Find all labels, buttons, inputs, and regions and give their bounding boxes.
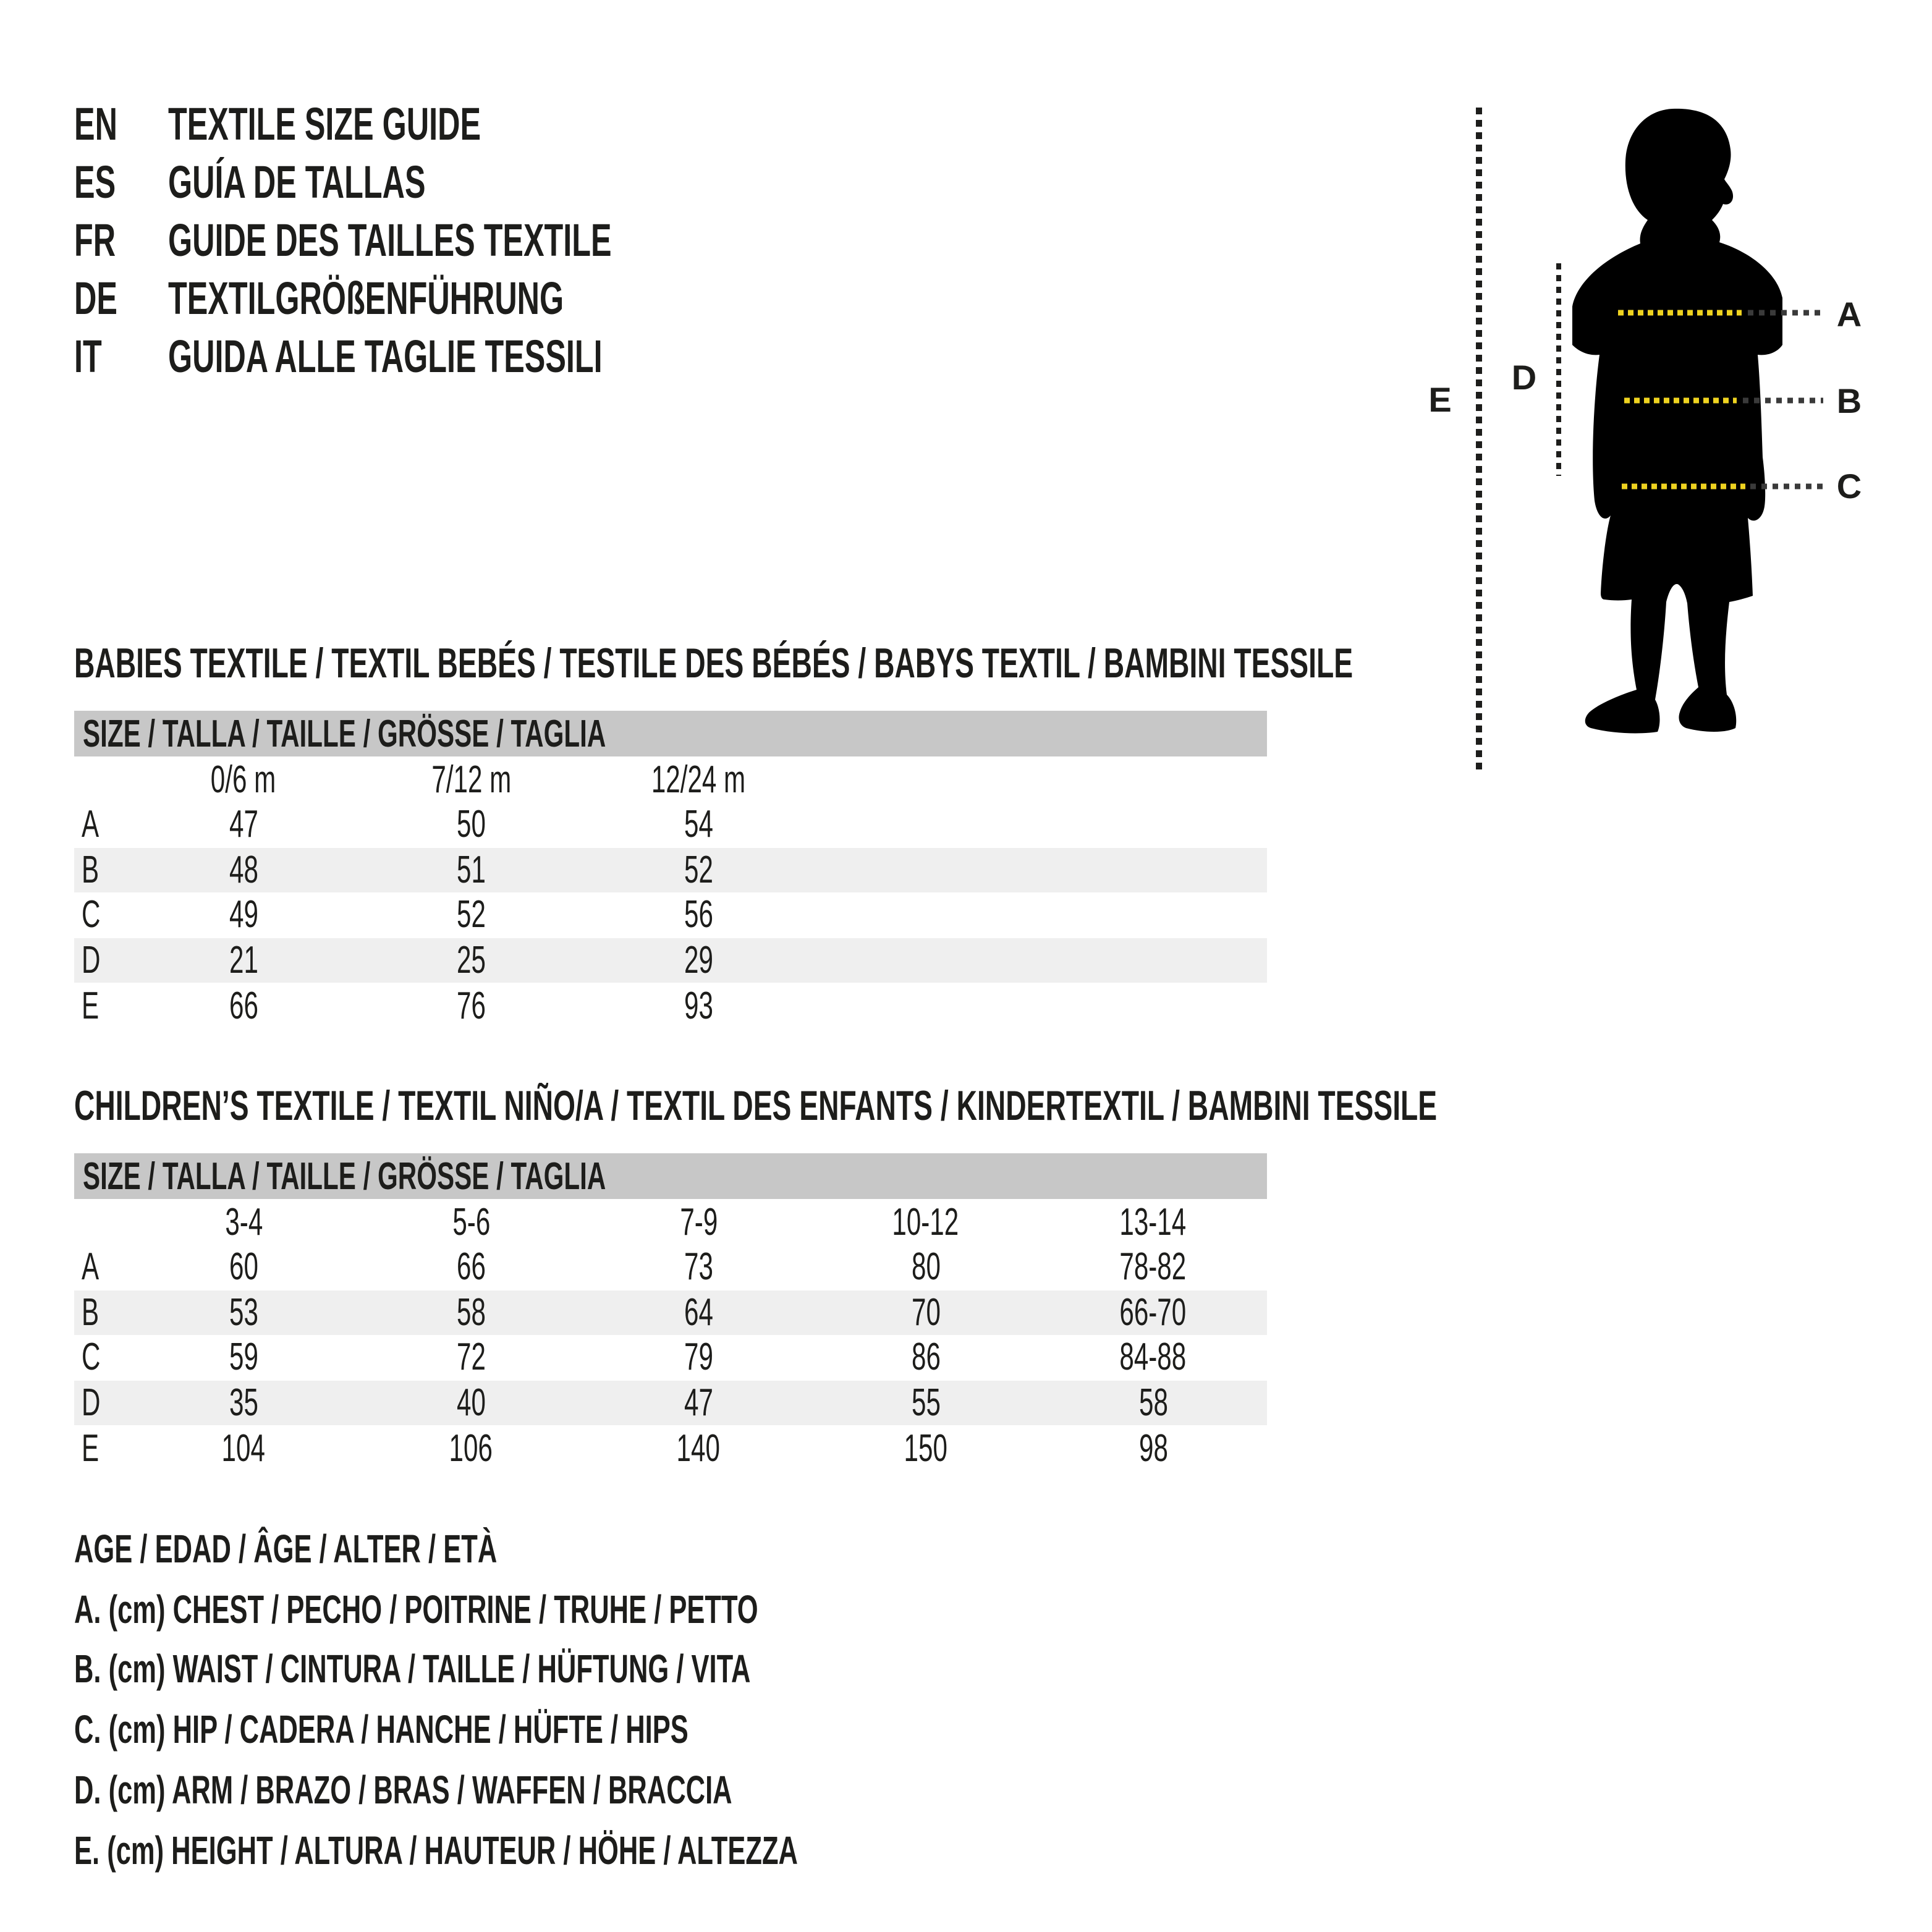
- language-code: FR: [74, 214, 116, 265]
- size-value-cell: 21: [229, 938, 258, 982]
- size-value-cell: [812, 847, 1040, 892]
- size-value-cell: 70: [911, 1290, 941, 1334]
- size-value-cell: 58: [456, 1290, 486, 1334]
- size-value-cell: 40: [456, 1381, 486, 1425]
- size-value-cell: [1040, 983, 1267, 1028]
- measure-letter-cell: E: [82, 1426, 100, 1470]
- babies-section-title: BABIES TEXTILE / TEXTIL BEBÉS / TESTILE DES BÉBÉS / BABYS TEXTIL / BAMBINI TESSILE: [74, 640, 1354, 687]
- size-value-cell: 35: [229, 1381, 258, 1425]
- label-e: E: [1428, 380, 1452, 419]
- size-value-cell: 66: [229, 983, 258, 1027]
- column-header-cell: [1040, 756, 1267, 802]
- size-value-cell: 50: [456, 802, 486, 846]
- language-title: TEXTILGRÖßENFÜHRUNG: [168, 273, 564, 323]
- language-title: TEXTILE SIZE GUIDE: [168, 98, 481, 149]
- size-value-cell: 80: [911, 1245, 941, 1289]
- language-code: DE: [74, 273, 117, 323]
- language-row: [74, 328, 820, 386]
- size-value-cell: 29: [684, 938, 713, 982]
- size-value-cell: 66: [456, 1245, 486, 1289]
- label-b: B: [1836, 381, 1862, 420]
- legend-line: A. (cm) CHEST / PECHO / POITRINE / TRUHE / PETTO: [74, 1587, 758, 1632]
- language-code: ES: [74, 156, 116, 207]
- label-a: A: [1836, 295, 1862, 334]
- legend-line: D. (cm) ARM / BRAZO / BRAS / WAFFEN / BRACCIA: [74, 1768, 732, 1813]
- size-value-cell: [1040, 802, 1267, 847]
- size-value-cell: 106: [449, 1426, 493, 1470]
- size-value-cell: 72: [456, 1335, 486, 1379]
- table-row: [74, 1335, 1267, 1380]
- legend-line: AGE / EDAD / ÂGE / ALTER / ETÀ: [74, 1526, 498, 1571]
- column-header-cell: 7-9: [679, 1200, 718, 1243]
- language-title-list: [74, 95, 820, 386]
- measure-letter-cell: D: [82, 938, 101, 982]
- column-header-cell: 10-12: [892, 1200, 959, 1243]
- language-title: GUÍA DE TALLAS: [168, 156, 426, 207]
- table-row: [74, 1245, 1267, 1290]
- size-value-cell: 52: [456, 892, 486, 936]
- size-value-cell: 66-70: [1120, 1290, 1187, 1334]
- column-header-cell: 13-14: [1120, 1200, 1187, 1243]
- size-value-cell: 58: [1138, 1381, 1168, 1425]
- measure-letter-cell: C: [82, 892, 101, 936]
- size-value-cell: [1040, 892, 1267, 938]
- size-value-cell: 48: [229, 847, 258, 891]
- size-value-cell: [812, 938, 1040, 983]
- measure-letter-cell: A: [82, 1245, 100, 1289]
- size-value-cell: 25: [456, 938, 486, 982]
- size-value-cell: 73: [684, 1245, 713, 1289]
- measure-letter-cell: D: [82, 1381, 101, 1425]
- corner-cell: [74, 756, 130, 802]
- size-value-cell: 98: [1138, 1426, 1168, 1470]
- table-row: [74, 1426, 1267, 1471]
- table-row: [74, 1290, 1267, 1335]
- size-value-cell: 59: [229, 1335, 258, 1379]
- size-value-cell: 47: [229, 802, 258, 846]
- measure-letter-cell: B: [82, 847, 100, 891]
- size-value-cell: 54: [684, 802, 713, 846]
- size-value-cell: 76: [456, 983, 486, 1027]
- size-value-cell: 51: [456, 847, 486, 891]
- babies-size-table: [74, 756, 1267, 1028]
- corner-cell: [74, 1199, 130, 1245]
- size-value-cell: 60: [229, 1245, 258, 1289]
- children-column-header-row: [74, 1199, 1267, 1245]
- size-value-cell: 55: [911, 1381, 941, 1425]
- children-size-header-bar: SIZE / TALLA / TAILLE / GRÖSSE / TAGLIA: [74, 1153, 1267, 1199]
- babies-column-header-row: [74, 756, 1267, 802]
- language-row: [74, 211, 820, 269]
- column-header-cell: [812, 756, 1040, 802]
- legend-line: C. (cm) HIP / CADERA / HANCHE / HÜFTE / HIPS: [74, 1707, 688, 1752]
- size-value-cell: [812, 892, 1040, 938]
- table-row: [74, 1381, 1267, 1426]
- label-c: C: [1836, 467, 1862, 506]
- size-value-cell: [812, 802, 1040, 847]
- table-row: [74, 802, 1267, 847]
- language-row: [74, 153, 820, 211]
- measure-letter-cell: A: [82, 802, 100, 846]
- size-value-cell: 47: [684, 1381, 713, 1425]
- language-code: IT: [74, 331, 102, 381]
- child-silhouette: [1572, 109, 1782, 734]
- children-section-title: CHILDREN’S TEXTILE / TEXTIL NIÑO/A / TEXTIL DES ENFANTS / KINDERTEXTIL / BAMBINI TESSILE: [74, 1083, 1438, 1130]
- measure-letter-cell: B: [82, 1290, 100, 1334]
- size-value-cell: 52: [684, 847, 713, 891]
- size-value-cell: [812, 983, 1040, 1028]
- size-value-cell: 93: [684, 983, 713, 1027]
- size-value-cell: [1040, 847, 1267, 892]
- children-size-table: [74, 1199, 1267, 1471]
- size-value-cell: 86: [911, 1335, 941, 1379]
- size-value-cell: 104: [221, 1426, 266, 1470]
- legend-line: B. (cm) WAIST / CINTURA / TAILLE / HÜFTUNG / VITA: [74, 1646, 751, 1692]
- label-d: D: [1511, 358, 1537, 397]
- table-row: [74, 892, 1267, 938]
- measure-letter-cell: C: [82, 1335, 101, 1379]
- measure-letter-cell: E: [82, 983, 100, 1027]
- language-code: EN: [74, 98, 117, 149]
- table-row: [74, 847, 1267, 892]
- size-value-cell: 84-88: [1120, 1335, 1187, 1379]
- size-value-cell: [1040, 938, 1267, 983]
- size-value-cell: 49: [229, 892, 258, 936]
- size-value-cell: 78-82: [1120, 1245, 1187, 1289]
- column-header-cell: 7/12 m: [431, 757, 511, 800]
- column-header-cell: 3-4: [224, 1200, 263, 1243]
- language-title: GUIDE DES TAILLES TEXTILE: [168, 214, 612, 265]
- size-value-cell: 64: [684, 1290, 713, 1334]
- language-row: [74, 95, 820, 153]
- legend-line: E. (cm) HEIGHT / ALTURA / HAUTEUR / HÖHE / ALTEZZA: [74, 1828, 798, 1873]
- size-value-cell: 140: [676, 1426, 721, 1470]
- column-header-cell: 12/24 m: [651, 757, 746, 800]
- measurement-legend: [74, 1519, 1138, 1881]
- size-value-cell: 150: [904, 1426, 948, 1470]
- size-value-cell: 53: [229, 1290, 258, 1334]
- size-value-cell: 56: [684, 892, 713, 936]
- babies-size-header-bar: SIZE / TALLA / TAILLE / GRÖSSE / TAGLIA: [74, 711, 1267, 756]
- table-row: [74, 938, 1267, 983]
- column-header-cell: 5-6: [452, 1200, 490, 1243]
- size-value-cell: 79: [684, 1335, 713, 1379]
- table-row: [74, 983, 1267, 1028]
- column-header-cell: 0/6 m: [211, 757, 276, 800]
- language-row: [74, 269, 820, 328]
- language-title: GUIDA ALLE TAGLIE TESSILI: [168, 331, 603, 381]
